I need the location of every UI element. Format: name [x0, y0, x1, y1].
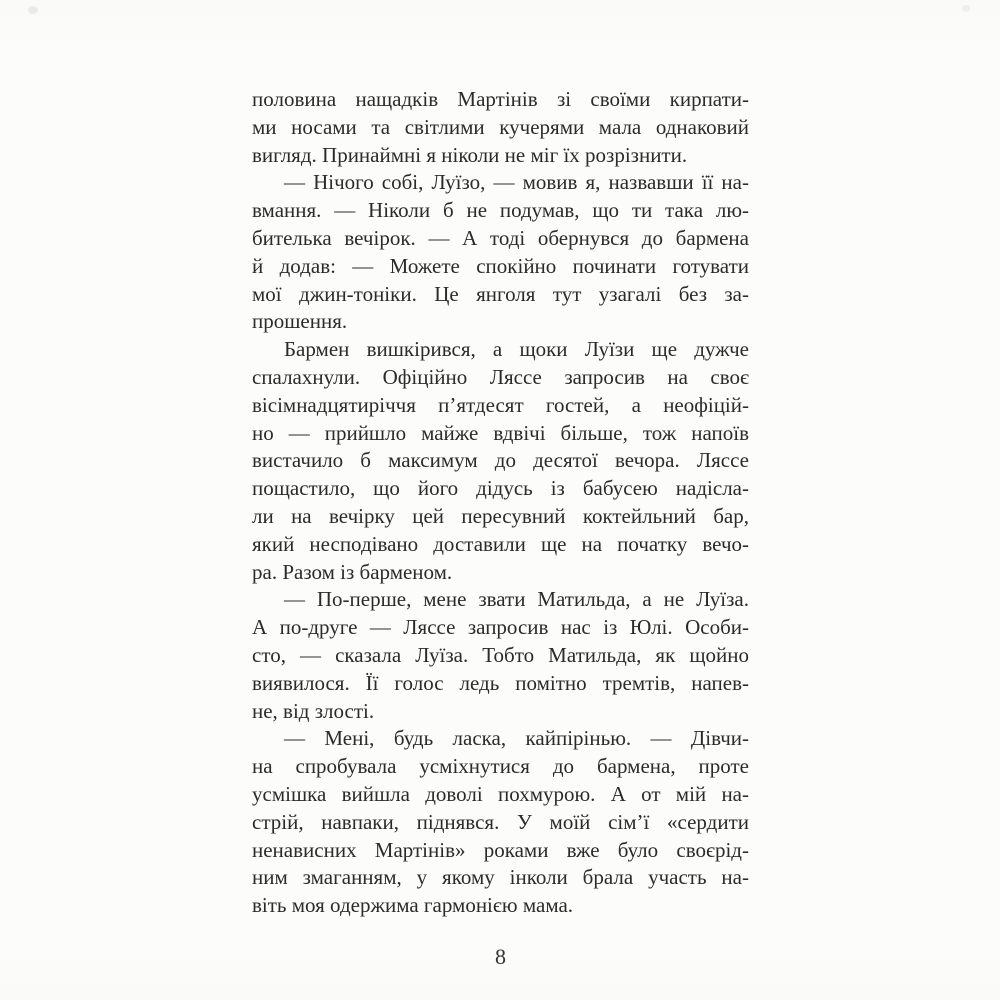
text-line: бителька вечірок. — А тоді обернувся до бармена	[252, 225, 749, 250]
text-line: усмішка вийшла доволі похмурою. А от мій на-	[252, 781, 749, 806]
text-line: вигляд. Принаймні я ніколи не міг їх розрізнити.	[252, 142, 688, 167]
text-line: вісімнадцятиріччя п’ятдесят гостей, а неофіцій-	[252, 392, 749, 417]
text-line: вистачило б максимум до десятої вечора. Ляссе	[252, 448, 749, 473]
text-line: віть моя одержима гармонією мама.	[252, 893, 574, 918]
text-line: ра. Разом із барменом.	[252, 559, 453, 584]
text-line: на спробувала усміхнутися до бармена, проте	[252, 754, 749, 779]
paragraph	[252, 586, 749, 725]
text-line: прошення.	[252, 309, 348, 334]
text-line: — По-перше, мене звати Матильда, а не Луїза.	[284, 587, 749, 612]
text-line: спалахнули. Офіційно Ляссе запросив на своє	[252, 364, 749, 389]
page-number: 8	[495, 944, 506, 969]
text-line: А по-друге — Ляссе запросив нас із Юлі. Особи-	[252, 615, 749, 640]
text-block	[252, 86, 749, 920]
text-line: виявилося. Її голос ледь помітно тремтів, напев-	[252, 670, 749, 695]
text-line: вмання. — Ніколи б не подумав, що ти така лю-	[252, 198, 749, 223]
paragraph	[252, 336, 749, 586]
scan-artifact	[962, 5, 970, 12]
text-line: мої джин-тоніки. Це янголя тут узагалі без за-	[252, 281, 749, 306]
paragraph	[252, 86, 749, 169]
paragraph	[252, 169, 749, 336]
text-line: пощастило, що його дідусь із бабусею надісла-	[252, 476, 749, 501]
text-line: но — прийшло майже вдвічі більше, тож напоїв	[252, 420, 749, 445]
paragraph	[252, 725, 749, 920]
text-line: — Нічого собі, Луїзо, — мовив я, назвавши її на-	[284, 170, 749, 195]
text-line: стрій, навпаки, піднявся. У моїй сім’ї «сердити	[252, 809, 749, 834]
text-line: ли на вечірку цей пересувний коктейльний бар,	[252, 503, 749, 528]
text-line: половина нащадків Мартінів зі своїми кирпати-	[252, 87, 749, 111]
text-line: ненависних Мартінів» роками вже було своєрід-	[252, 837, 749, 862]
text-line: ним змаганням, у якому інколи брала участь на-	[252, 865, 749, 890]
text-line: Бармен вишкірився, а щоки Луїзи ще дужче	[284, 337, 749, 362]
text-line: й додав: — Можете спокійно починати готувати	[252, 253, 749, 278]
scan-artifact	[28, 6, 38, 14]
text-line: який несподівано доставили ще на початку вечо-	[252, 531, 749, 556]
text-line: — Мені, будь ласка, кайпірінью. — Дівчи-	[284, 726, 749, 751]
text-line: не, від злості.	[252, 698, 375, 723]
text-line: сто, — сказала Луїза. Тобто Матильда, як щойно	[252, 642, 749, 667]
text-line: ми носами та світлими кучерями мала однаковий	[252, 114, 749, 139]
